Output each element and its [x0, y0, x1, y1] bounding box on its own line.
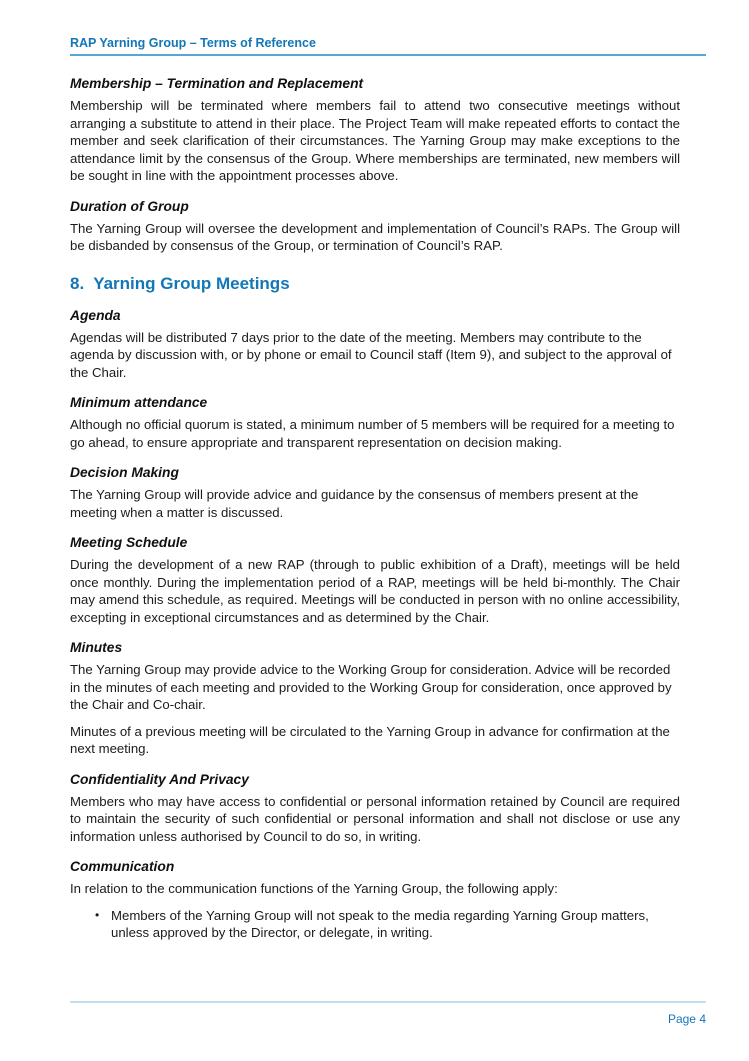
paragraph: The Yarning Group will provide advice and guidance by the consensus of members present at the meeting when a matter is discussed.	[70, 487, 639, 520]
section-number: 8.	[70, 273, 85, 293]
document-header	[70, 36, 706, 56]
paragraph: Although no official quorum is stated, a minimum number of 5 members will be required for a meeting to go ahead, to ensure appropriate and transparent representation on decision making.	[70, 417, 675, 450]
bullet-icon: •	[95, 907, 100, 922]
document-header-title: RAP Yarning Group – Terms of Reference	[70, 36, 316, 50]
paragraph: In relation to the communication functions of the Yarning Group, the following apply:	[70, 881, 558, 896]
subheading: Agenda	[70, 307, 121, 323]
bullet-text: Members of the Yarning Group will not speak to the media regarding Yarning Group matters, unless approved by the Director, or delegate, in writing.	[111, 907, 649, 940]
paragraph: The Yarning Group may provide advice to the Working Group for consideration. Advice will be recorded in the minutes of each meeting and provided to the Working Group for consideration, once approved by the Chair and Co-chair.	[70, 662, 672, 712]
subheading: Duration of Group	[70, 198, 189, 214]
subheading: Minutes	[70, 640, 123, 655]
subheading: Minimum attendance	[70, 395, 208, 410]
document-content	[70, 62, 680, 951]
page-number: Page 4	[667, 1012, 706, 1026]
paragraph: Membership will be terminated where members fail to attend two consecutive meetings without arranging a substitute to attend in their place. The Project Team will make repeated efforts to contact the member and seek clarification of their circumstances. The Yarning Group may make exceptions to the attendance limit by the consensus of the Group. Where memberships are terminated, new members will be sought in line with the appointment processes above.	[70, 98, 680, 183]
paragraph: Members who may have access to confidential or personal information retained by Council are required to maintain the security of such confidential or personal information and shall not disclose or use any information unless authorised by Council to do so, in writing.	[70, 793, 680, 844]
paragraph: During the development of a new RAP (through to public exhibition of a Draft), meetings will be held once monthly. During the implementation period of a RAP, meetings will be held bi-monthly. The Chair may amend this schedule, as required. Meetings will be conducted in person with no online accessibility, excepting in exceptional circumstances and as determined by the Chair.	[70, 557, 680, 625]
paragraph: Minutes of a previous meeting will be circulated to the Yarning Group in advance for confirmation at the next meeting.	[70, 723, 670, 756]
section-heading: 8. Yarning Group Meetings	[70, 273, 290, 293]
subheading: Decision Making	[70, 465, 179, 480]
subheading: Meeting Schedule	[70, 535, 188, 550]
document-footer	[70, 1001, 706, 1028]
paragraph: Agendas will be distributed 7 days prior to the date of the meeting. Members may contribute to the agenda by discussion with, or by phone or email to Council staff (Item 9), and subject to the approval of the Chair.	[70, 329, 672, 380]
paragraph: The Yarning Group will oversee the development and implementation of Council’s RAPs. The Group will be disbanded by consensus of the Group, or termination of Council’s RAP.	[70, 220, 680, 253]
subheading: Confidentiality And Privacy	[70, 771, 249, 787]
subheading: Communication	[70, 859, 175, 874]
bullet-item	[70, 907, 680, 942]
subheading: Membership – Termination and Replacement	[70, 76, 364, 91]
